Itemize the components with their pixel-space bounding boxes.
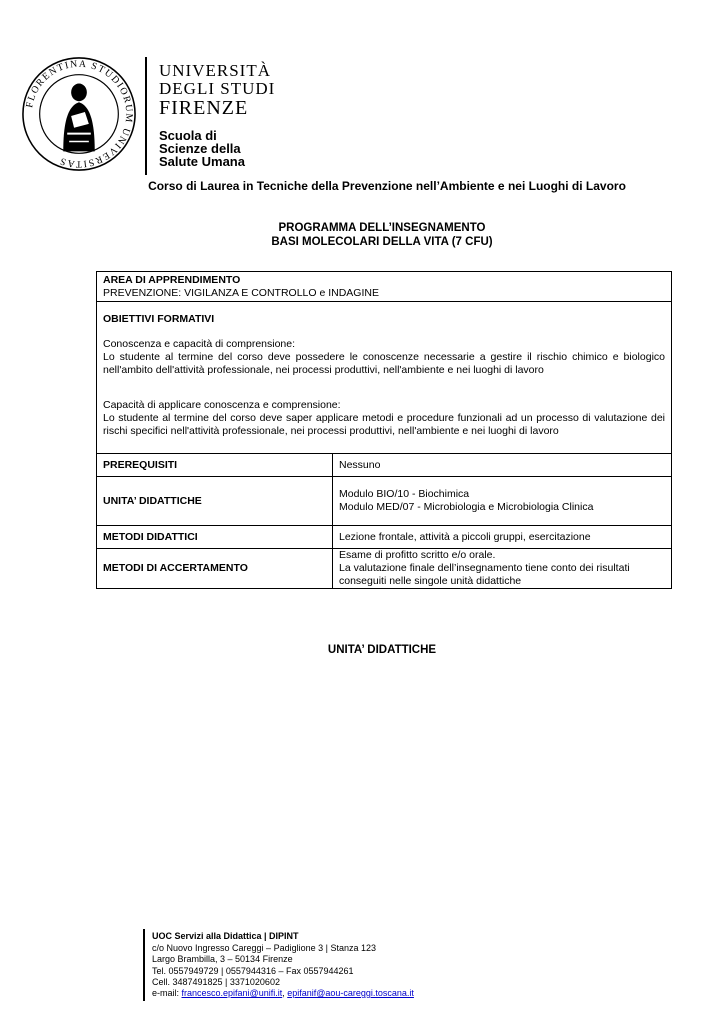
knowledge-text: Lo studente al termine del corso deve possedere le conoscenze necessarie a gestire il rischio chimico e biologico nell'ambito dell'attività professionale, nei processi produttivi, nell'ambiente e nei luoghi di lavoro [103,351,665,376]
prerequisites-value: Nessuno [339,458,381,471]
university-seal-logo [20,55,138,173]
assessment-methods-label: METODI DI ACCERTAMENTO [97,549,333,588]
teaching-units-label: UNITA’ DIDATTICHE [97,477,333,525]
footer-address-1: c/o Nuovo Ingresso Careggi – Padiglione 3 | Stanza 123 [152,943,376,953]
program-heading: PROGRAMMA DELL’INSEGNAMENTO [278,222,486,234]
teaching-unit-value: Modulo BIO/10 - Biochimica [339,488,470,500]
footer-office: UOC Servizi alla Didattica | DIPINT [152,931,299,941]
footer-phone: Tel. 0557949729 | 0557944316 – Fax 0557944261 [152,966,354,976]
knowledge-title: Conoscenza e capacità di comprensione: [103,338,296,350]
program-subject: BASI MOLECOLARI DELLA VITA (7 CFU) [271,236,493,248]
footer-email-line [152,988,414,999]
applying-text: Lo studente al termine del corso deve saper applicare metodi e procedure funzionali ad un processo di valutazione dei rischi specifici nell'attività professionale, nei processi produttivi, nell'ambiente e nei luoghi di lavoro [103,412,665,437]
university-name-line-1: UNIVERSITÀ [159,61,271,80]
email-link-careggi[interactable]: epifanif@aou-careggi.toscana.it [287,988,414,998]
objectives-label: OBIETTIVI FORMATIVI [103,313,215,325]
table-row [97,548,671,588]
email-link-unifi[interactable]: francesco.epifani@unifi.it [181,988,283,998]
objectives-row [97,301,671,453]
email-separator: , [282,988,288,998]
footer-divider [143,929,145,1001]
applying-title: Capacità di applicare conoscenza e comprensione: [103,399,341,411]
teaching-methods-label: METODI DIDATTICI [97,526,333,548]
school-name-line-2: Scienze della [159,141,241,156]
table-row [97,453,671,476]
table-row [97,525,671,548]
school-name-line-3: Salute Umana [159,154,245,169]
footer-cell: Cell. 3487491825 | 3371020602 [152,977,280,987]
course-title: Corso di Laurea in Tecniche della Prevenzione nell’Ambiente e nei Luoghi di Lavoro [148,179,626,193]
header-divider [145,57,147,175]
university-name-line-2: DEGLI STUDI [159,79,276,98]
table-row [97,476,671,525]
area-label: AREA DI APPRENDIMENTO [103,274,241,286]
area-row [97,272,671,301]
school-name-line-1: Scuola di [159,128,217,143]
assessment-value: Esame di profitto scritto e/o orale. [339,549,496,561]
svg-text:FLORENTINA STUDIORUM UNIVERSIT: FLORENTINA STUDIORUM UNIVERSITAS [24,58,135,170]
units-heading: UNITA’ DIDATTICHE [327,644,437,656]
teaching-methods-value: Lezione frontale, attività a piccoli gruppi, esercitazione [339,530,591,543]
program-table [96,271,672,589]
assessment-value: La valutazione finale dell’insegnamento tiene conto dei risultati [339,562,630,574]
assessment-value: conseguiti nelle singole unità didattiche [339,575,522,587]
area-value: PREVENZIONE: VIGILANZA E CONTROLLO e INDAGINE [103,287,379,299]
footer-address-2: Largo Brambilla, 3 – 50134 Firenze [152,954,293,964]
prerequisites-label: PREREQUISITI [97,454,333,476]
university-name-line-3: FIRENZE [159,97,249,119]
teaching-unit-value: Modulo MED/07 - Microbiologia e Microbiologia Clinica [339,501,594,513]
email-prefix: e-mail: [152,988,182,998]
